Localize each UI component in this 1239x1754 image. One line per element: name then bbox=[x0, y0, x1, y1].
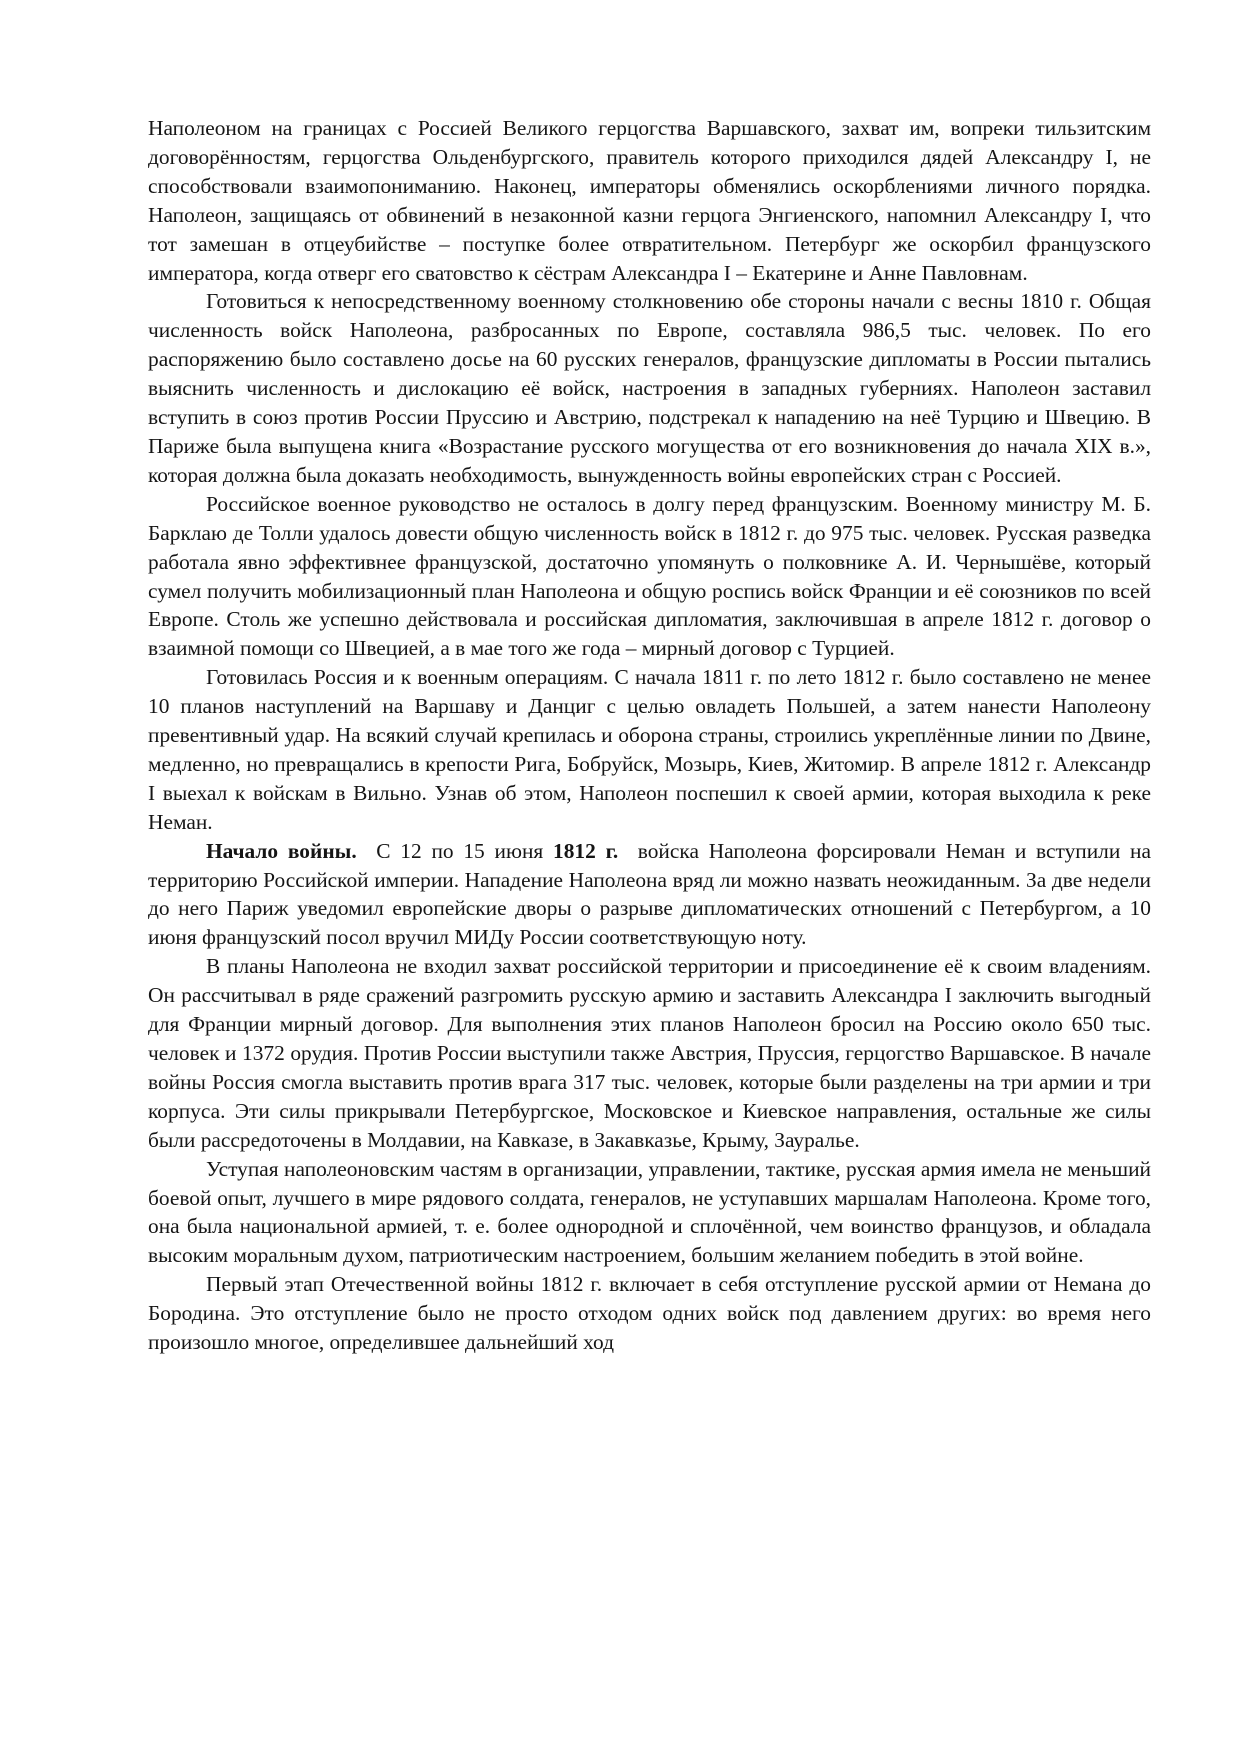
document-page bbox=[148, 114, 1151, 1357]
paragraph-6: В планы Наполеона не входил захват российской территории и присоединение её к своим владениям. Он рассчитывал в ряде сражений разгромить русскую армию и заставить Александра I заключить выгодный для Франции мирный договор. Для выполнения этих планов Наполеон бросил на Россию около 650 тыс. человек и 1372 орудия. Против России выступили также Австрия, Пруссия, герцогство Варшавское. В начале войны Россия смогла выставить против врага 317 тыс. человек, которые были разделены на три армии и три корпуса. Эти силы прикрывали Петербургское, Московское и Киевское направления, остальные же силы были рассредоточены в Молдавии, на Кавказе, в Закавказье, Крыму, Зауралье. bbox=[148, 954, 1151, 1152]
date-range: С 12 по 15 июня bbox=[376, 838, 544, 863]
paragraph-3: Российское военное руководство не осталось в долгу перед французским. Военному министру М. Б. Барклаю де Толли удалось довести общую численность войск в 1812 г. до 975 тыс. человек. Русская разведка работала явно эффективнее французской, достаточно упомянуть о полковнике А. И. Чернышёве, который сумел получить мобилизационный план Наполеона и общую роспись войск Франции и её союзников по всей Европе. Столь же успешно действовала и российская дипломатия, заключившая в апреле 1812 г. договор о взаимной помощи со Швецией, а в мае того же года – мирный договор с Турцией. bbox=[148, 491, 1151, 661]
paragraph-8: Первый этап Отечественной войны 1812 г. включает в себя отступление русской армии от Немана до Бородина. Это отступление было не просто отходом одних войск под давлением других: во время него произошло многое, определившее дальнейший ход bbox=[148, 1272, 1151, 1355]
paragraph-7: Уступая наполеоновским частям в организации, управлении, тактике, русская армия имела не меньший боевой опыт, лучшего в мире рядового солдата, генералов, не уступавших маршалам Наполеона. Кроме того, она была национальной армией, т. е. более однородной и сплочённой, чем воинство французов, и обладала высоким моральным духом, патриотическим настроением, большим желанием победить в этой войне. bbox=[148, 1156, 1151, 1268]
paragraph-1: Наполеоном на границах с Россией Великого герцогства Варшавского, захват им, вопреки тильзитским договорённостям, герцогства Ольденбургского, правитель которого приходился дядей Александру I, не способствовали взаимопониманию. Наконец, императоры обменялись оскорблениями личного порядка. Наполеон, защищаясь от обвинений в незаконной казни герцога Энгиенского, напомнил Александру I, что тот замешан в отцеубийстве – поступке более отвратительном. Петербург же оскорбил французского императора, когда отверг его сватовство к сёстрам Александра I – Екатерине и Анне Павловнам. bbox=[148, 116, 1151, 285]
section-heading: Начало войны. bbox=[206, 838, 357, 863]
paragraph-5 bbox=[148, 837, 1151, 953]
year-highlight: 1812 г. bbox=[553, 838, 619, 863]
paragraph-2: Готовиться к непосредственному военному столкновению обе стороны начали с весны 1810 г. Общая численность войск Наполеона, разбросанных по Европе, составляла 986,5 тыс. человек. По его распоряжению было составлено досье на 60 русских генералов, французские дипломаты в России пытались выяснить численность и дислокацию её войск, настроения в западных губерниях. Наполеон заставил вступить в союз против России Пруссию и Австрию, подстрекал к нападению на неё Турцию и Швецию. В Париже была выпущена книга «Возрастание русского могущества от его возникновения до начала XIX в.», которая должна была доказать необходимость, вынужденность войны европейских стран с Россией. bbox=[148, 289, 1151, 487]
paragraph-4: Готовилась Россия и к военным операциям. С начала 1811 г. по лето 1812 г. было составлено не менее 10 планов наступлений на Варшаву и Данциг с целью овладеть Польшей, а затем нанести Наполеону превентивный удар. На всякий случай крепилась и оборона страны, строились укреплённые линии по Двине, медленно, но превращались в крепости Рига, Бобруйск, Мозырь, Киев, Житомир. В апреле 1812 г. Александр I выехал к войскам в Вильно. Узнав об этом, Наполеон поспешил к своей армии, которая выходила к реке Неман. bbox=[148, 665, 1151, 834]
paragraph-5-body: войска Наполеона форсировали Неман и вступили на территорию Российской империи. Нападение Наполеона вряд ли можно назвать неожиданным. За две недели до него Париж уведомил европейские дворы о разрыве дипломатических отношений с Петербургом, а 10 июня французский посол вручил МИДу России соответствующую ноту. bbox=[148, 838, 1151, 950]
